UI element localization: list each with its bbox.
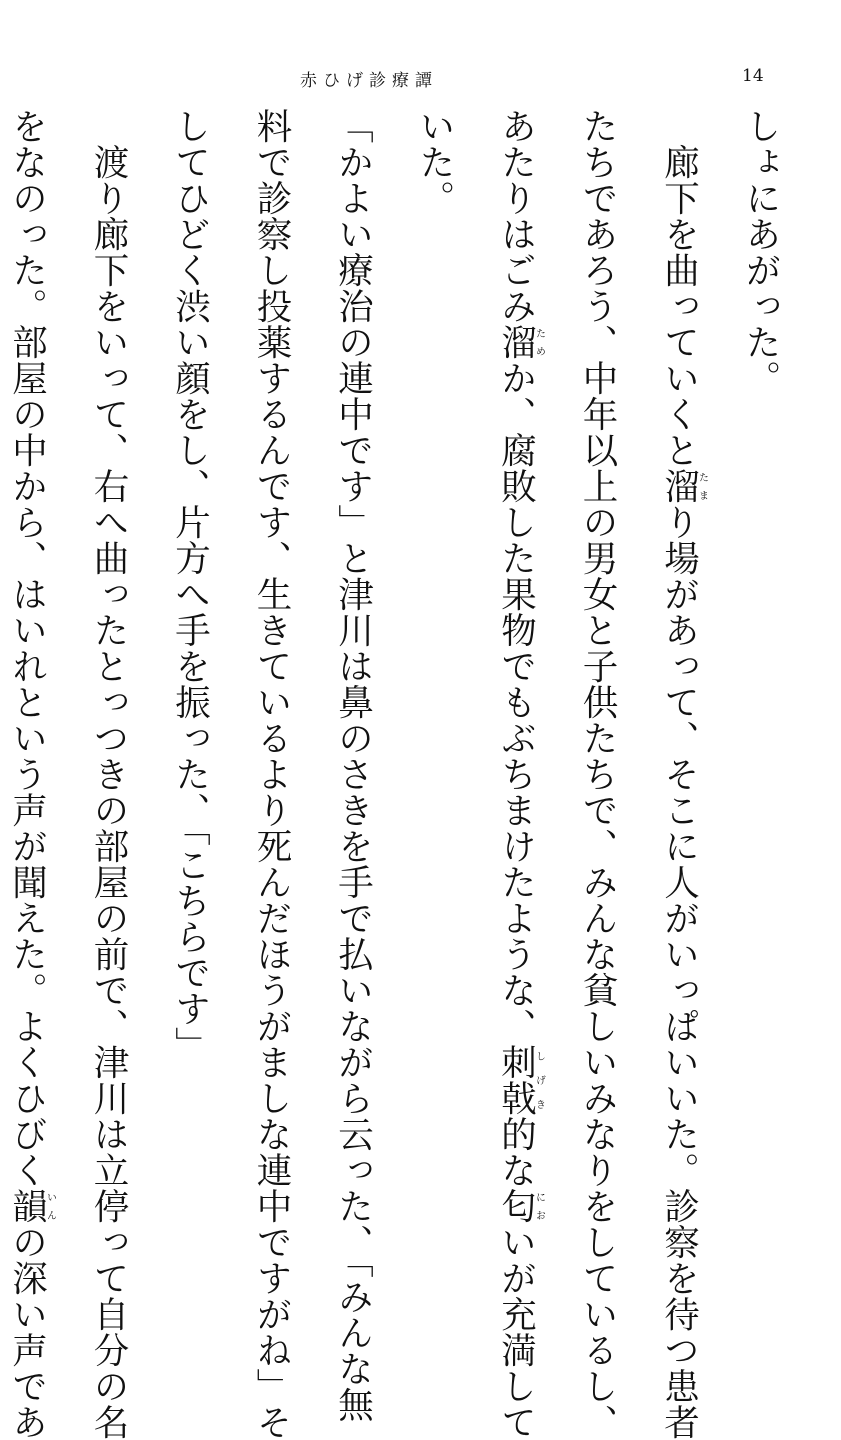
text-segment: いが充満して (495, 1224, 537, 1440)
furigana-word: 刺戟しげき (495, 1044, 545, 1116)
running-header: 赤ひげ診療譚 (300, 71, 438, 91)
furigana-reading: ため (533, 324, 545, 360)
furigana-reading: にお (533, 1188, 545, 1224)
text-segment: 廊下を曲っていくと (658, 108, 700, 468)
text-column (475, 108, 557, 1440)
furigana-reading: いん (44, 1188, 56, 1224)
text-segment: してひどく渋い顔をし、片方へ手を振った、「こちらです」 (169, 108, 211, 1063)
text-column (312, 108, 394, 1423)
body-text (0, 108, 801, 1440)
text-segment: あたりはごみ (495, 108, 537, 324)
furigana-word: 韻いん (6, 1188, 56, 1224)
furigana-reading: たま (696, 468, 708, 504)
text-segment: の深い声であ (6, 1224, 48, 1440)
text-column (638, 108, 720, 1440)
furigana-word: 溜たま (658, 468, 708, 504)
page-number: 14 (742, 66, 764, 86)
text-segment: り場があって、そこに人がいっぱいいた。診察を待つ患者 (658, 504, 700, 1440)
furigana-word: 匂にお (495, 1188, 545, 1224)
furigana-word: 溜ため (495, 324, 545, 360)
text-column (557, 108, 639, 1440)
text-segment: たちであろう、中年以上の男女と子供たちで、みんな貧しいみなりをしているし、 (577, 108, 618, 1440)
text-segment: 料で診察し投薬するんです、生きているより死んだほうがましな連中ですがね」そ (251, 108, 292, 1440)
text-segment: か、腐敗した果物でもぶちまけたような、 (495, 360, 537, 1044)
text-segment: 「かよい療治の連中です」と津川は鼻のさきを手で払いながら云った、「みんな無 (332, 108, 374, 1423)
text-column (394, 108, 476, 1108)
text-column (720, 108, 802, 1108)
text-column (0, 108, 68, 1440)
text-column (68, 108, 150, 1440)
text-segment: いた。 (414, 108, 455, 216)
furigana-reading: しげき (533, 1044, 545, 1116)
text-segment: 渡り廊下をいって、右へ曲ったとっつきの部屋の前で、津川は立停って自分の名 (88, 108, 129, 1440)
text-segment: 的な (495, 1116, 537, 1188)
text-column (149, 108, 231, 1108)
text-segment: しょにあがった。 (740, 108, 781, 396)
text-segment: をなのった。部屋の中から、はいれという声が聞えた。よくひびく (6, 108, 48, 1188)
text-column (231, 108, 313, 1440)
